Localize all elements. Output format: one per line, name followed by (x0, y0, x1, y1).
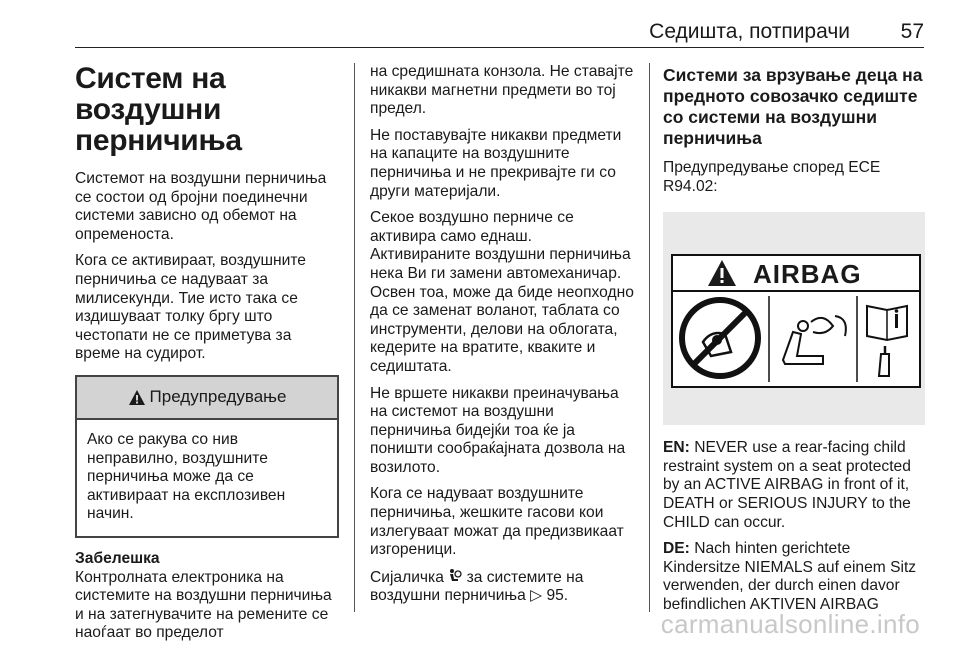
paragraph: Предупредување според ECE R94.02: (663, 159, 881, 195)
language-code-de: DE: (663, 540, 690, 558)
paragraph: Секое воздушно перниче се активира само еднаш. Активираните воздушни перничиња нека Ви ги замени автомеханичар. Освен тоа, може да биде неопходно да се заменат воланот, таблата со инструменти, делови на облогата, кедерите на вратите, кваките и седиштата. (370, 209, 634, 375)
section-title: Седишта, потпирачи (649, 20, 850, 43)
airbag-label-top (673, 256, 919, 292)
airbag-system-heading: Систем на воздушни перничиња (75, 62, 242, 157)
english-warning-text: NEVER use a rear-facing child restraint system on a seat protected by an ACTIVE AIRBAG in front of it, DEATH or SERIOUS INJURY to the CHILD can occur. (663, 439, 911, 531)
child-restraint-heading: Системи за врзување деца на предното совозачко седиште со системи на воздушни перничиња (663, 65, 923, 148)
german-warning-text: Nach hinten gerichtete Kindersitze NIEMALS auf einem Sitz verwenden, der durch einen davor befindlichen AKTIVEN AIRBAG (663, 540, 917, 613)
warning-box (75, 375, 339, 538)
no-rear-facing-seat-icon (682, 300, 758, 376)
page-reference[interactable]: 95. (546, 587, 569, 605)
airbag-pictograms (673, 292, 919, 384)
warning-triangle-icon (707, 259, 737, 287)
warning-text: Ако се ракува со нив неправилно, воздушните перничиња може да се активираат на експлозивен начин. (87, 430, 286, 523)
column-3 (663, 63, 925, 623)
paragraph: на средишната конзола. Не ставајте никакви магнетни предмети во тој предел. (370, 63, 634, 118)
seat-airbag-deploy-icon (783, 316, 846, 364)
warning-header (77, 377, 337, 420)
note-title: Забелешка (75, 549, 160, 567)
column-divider-1 (354, 63, 355, 612)
column-2 (370, 63, 636, 614)
warning-triangle-icon (128, 389, 146, 406)
indicator-text: Сијаличка (370, 568, 444, 586)
indicator-rest: за системите на воздушни перничиња (370, 568, 584, 605)
paragraph: Не вршете никакви преиначувања на системот на воздушни перничиња бидејќи тоа ќе ја поништи сообраќајната дозвола на возилото. (370, 384, 626, 476)
page-header (0, 0, 960, 52)
airbag-warning-label (663, 212, 925, 425)
watermark: carmanualsonline.info (660, 609, 920, 639)
manual-book-icon (867, 306, 907, 376)
page-number: 57 (900, 20, 924, 43)
paragraph: Кога се надуваат воздушните перничиња, жешките гасови кои излегуваат можат да предизвикаат изгореници. (370, 485, 624, 559)
paragraph: Кога се активираат, воздушните перничиња се надуваат за милисекунди. Тие исто така се издишуваат толку бргу што честопати не се приметува за време на судирот. (75, 252, 306, 363)
english-warning (663, 439, 925, 532)
german-warning (663, 540, 925, 614)
paragraph: Системот на воздушни перничиња се состои од бројни поединечни системи зависно од обемот на опременоста. (75, 170, 327, 243)
warning-title: Предупредување (149, 387, 287, 407)
language-code-en: EN: (663, 439, 690, 457)
column-divider-2 (649, 63, 650, 612)
airbag-label-word: AIRBAG (753, 259, 862, 290)
header-divider (75, 47, 924, 48)
note-text: Контролната електроника на системите на воздушни перничиња и на затегнувачите на ремените се наоѓаат во пределот (75, 568, 332, 642)
column-1 (75, 63, 339, 651)
airbag-indicator-icon (448, 568, 462, 584)
paragraph-indicator (370, 568, 636, 606)
paragraph: Не поставувајте никакви предмети на капаците на воздушните перничиња и не прекривајте ги со други материјали. (370, 126, 622, 200)
page-reference-icon: ▷ (530, 587, 543, 605)
airbag-label-panel (671, 254, 921, 388)
